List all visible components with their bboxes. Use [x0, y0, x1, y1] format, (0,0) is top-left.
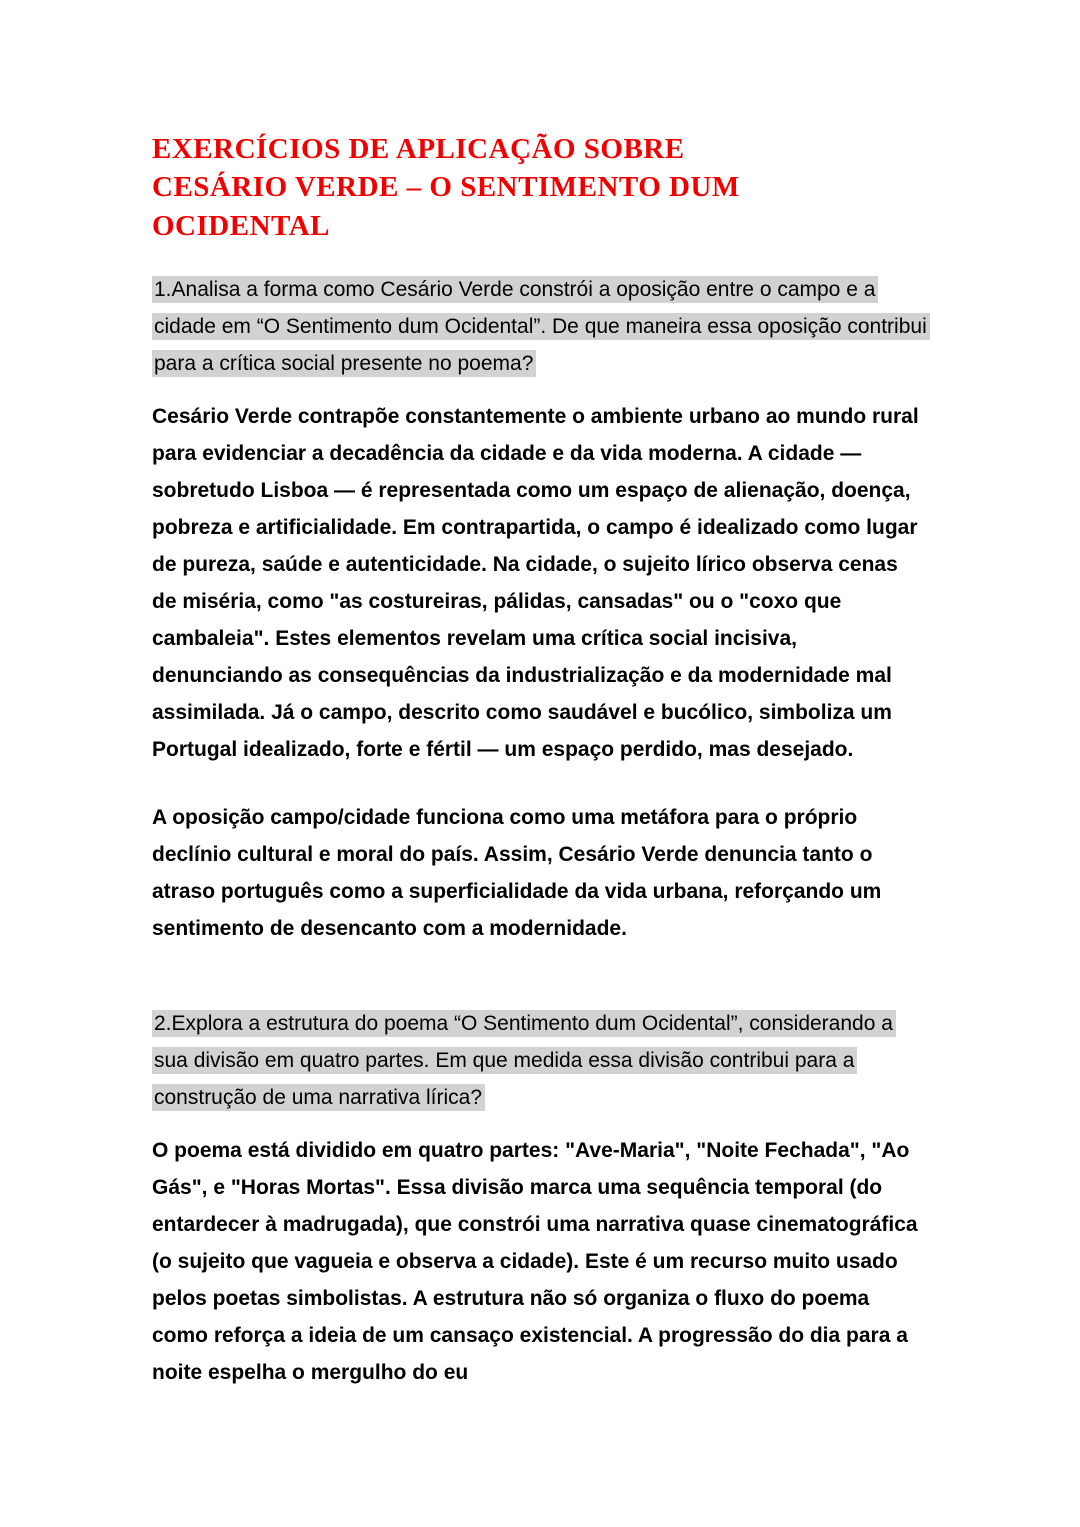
document-title: EXERCÍCIOS DE APLICAÇÃO SOBRE CESÁRIO VERDE – O SENTIMENTO DUM OCIDENTAL [152, 133, 740, 242]
question-2-highlighted-text: 2.Explora a estrutura do poema “O Sentimento dum Ocidental”, considerando a sua divisão em quatro partes. Em que medida essa divisão contribui para a construção de uma narrativa lírica? [152, 1010, 896, 1111]
answer-1-paragraph-1: Cesário Verde contrapõe constantemente o ambiente urbano ao mundo rural para evidenciar a decadência da cidade e da vida moderna. A cidade — sobretudo Lisboa — é representada como um espaço de alienação, doença, pobreza e artificialidade. Em contrapartida, o campo é idealizado como lugar de pureza, saúde e autenticidade. Na cidade, o sujeito lírico observa cenas de miséria, como "as costureiras, pálidas, cansadas" ou o "coxo que cambaleia". Estes elementos revelam uma crítica social incisiva, denunciando as consequências da industrialização e da modernidade mal assimilada. Já o campo, descrito como saudável e bucólico, simboliza um Portugal idealizado, forte e fértil — um espaço perdido, mas desejado. [152, 404, 919, 761]
answer-1-paragraph-2: A oposição campo/cidade funciona como uma metáfora para o próprio declínio cultural e moral do país. Assim, Cesário Verde denuncia tanto o atraso português como a superficialidade da vida urbana, reforçando um sentimento de desencanto com a modernidade. [152, 805, 882, 940]
exercise-section-2 [152, 1005, 928, 1391]
question-1 [152, 271, 928, 382]
question-1-highlighted-text: 1.Analisa a forma como Cesário Verde constrói a oposição entre o campo e a cidade em “O Sentimento dum Ocidental”. De que maneira essa oposição contribui para a crítica social presente no poema? [152, 276, 930, 377]
exercise-section-1 [152, 271, 928, 947]
question-2 [152, 1005, 928, 1116]
answer-2-paragraph-1: O poema está dividido em quatro partes: "Ave-Maria", "Noite Fechada", "Ao Gás", e "Horas Mortas". Essa divisão marca uma sequência temporal (do entardecer à madrugada), que constrói uma narrativa quase cinematográfica (o sujeito que vagueia e observa a cidade). Este é um recurso muito usado pelos poetas simbolistas. A estrutura não só organiza o fluxo do poema como reforça a ideia de um cansaço existencial. A progressão do dia para a noite espelha o mergulho do eu [152, 1138, 918, 1384]
